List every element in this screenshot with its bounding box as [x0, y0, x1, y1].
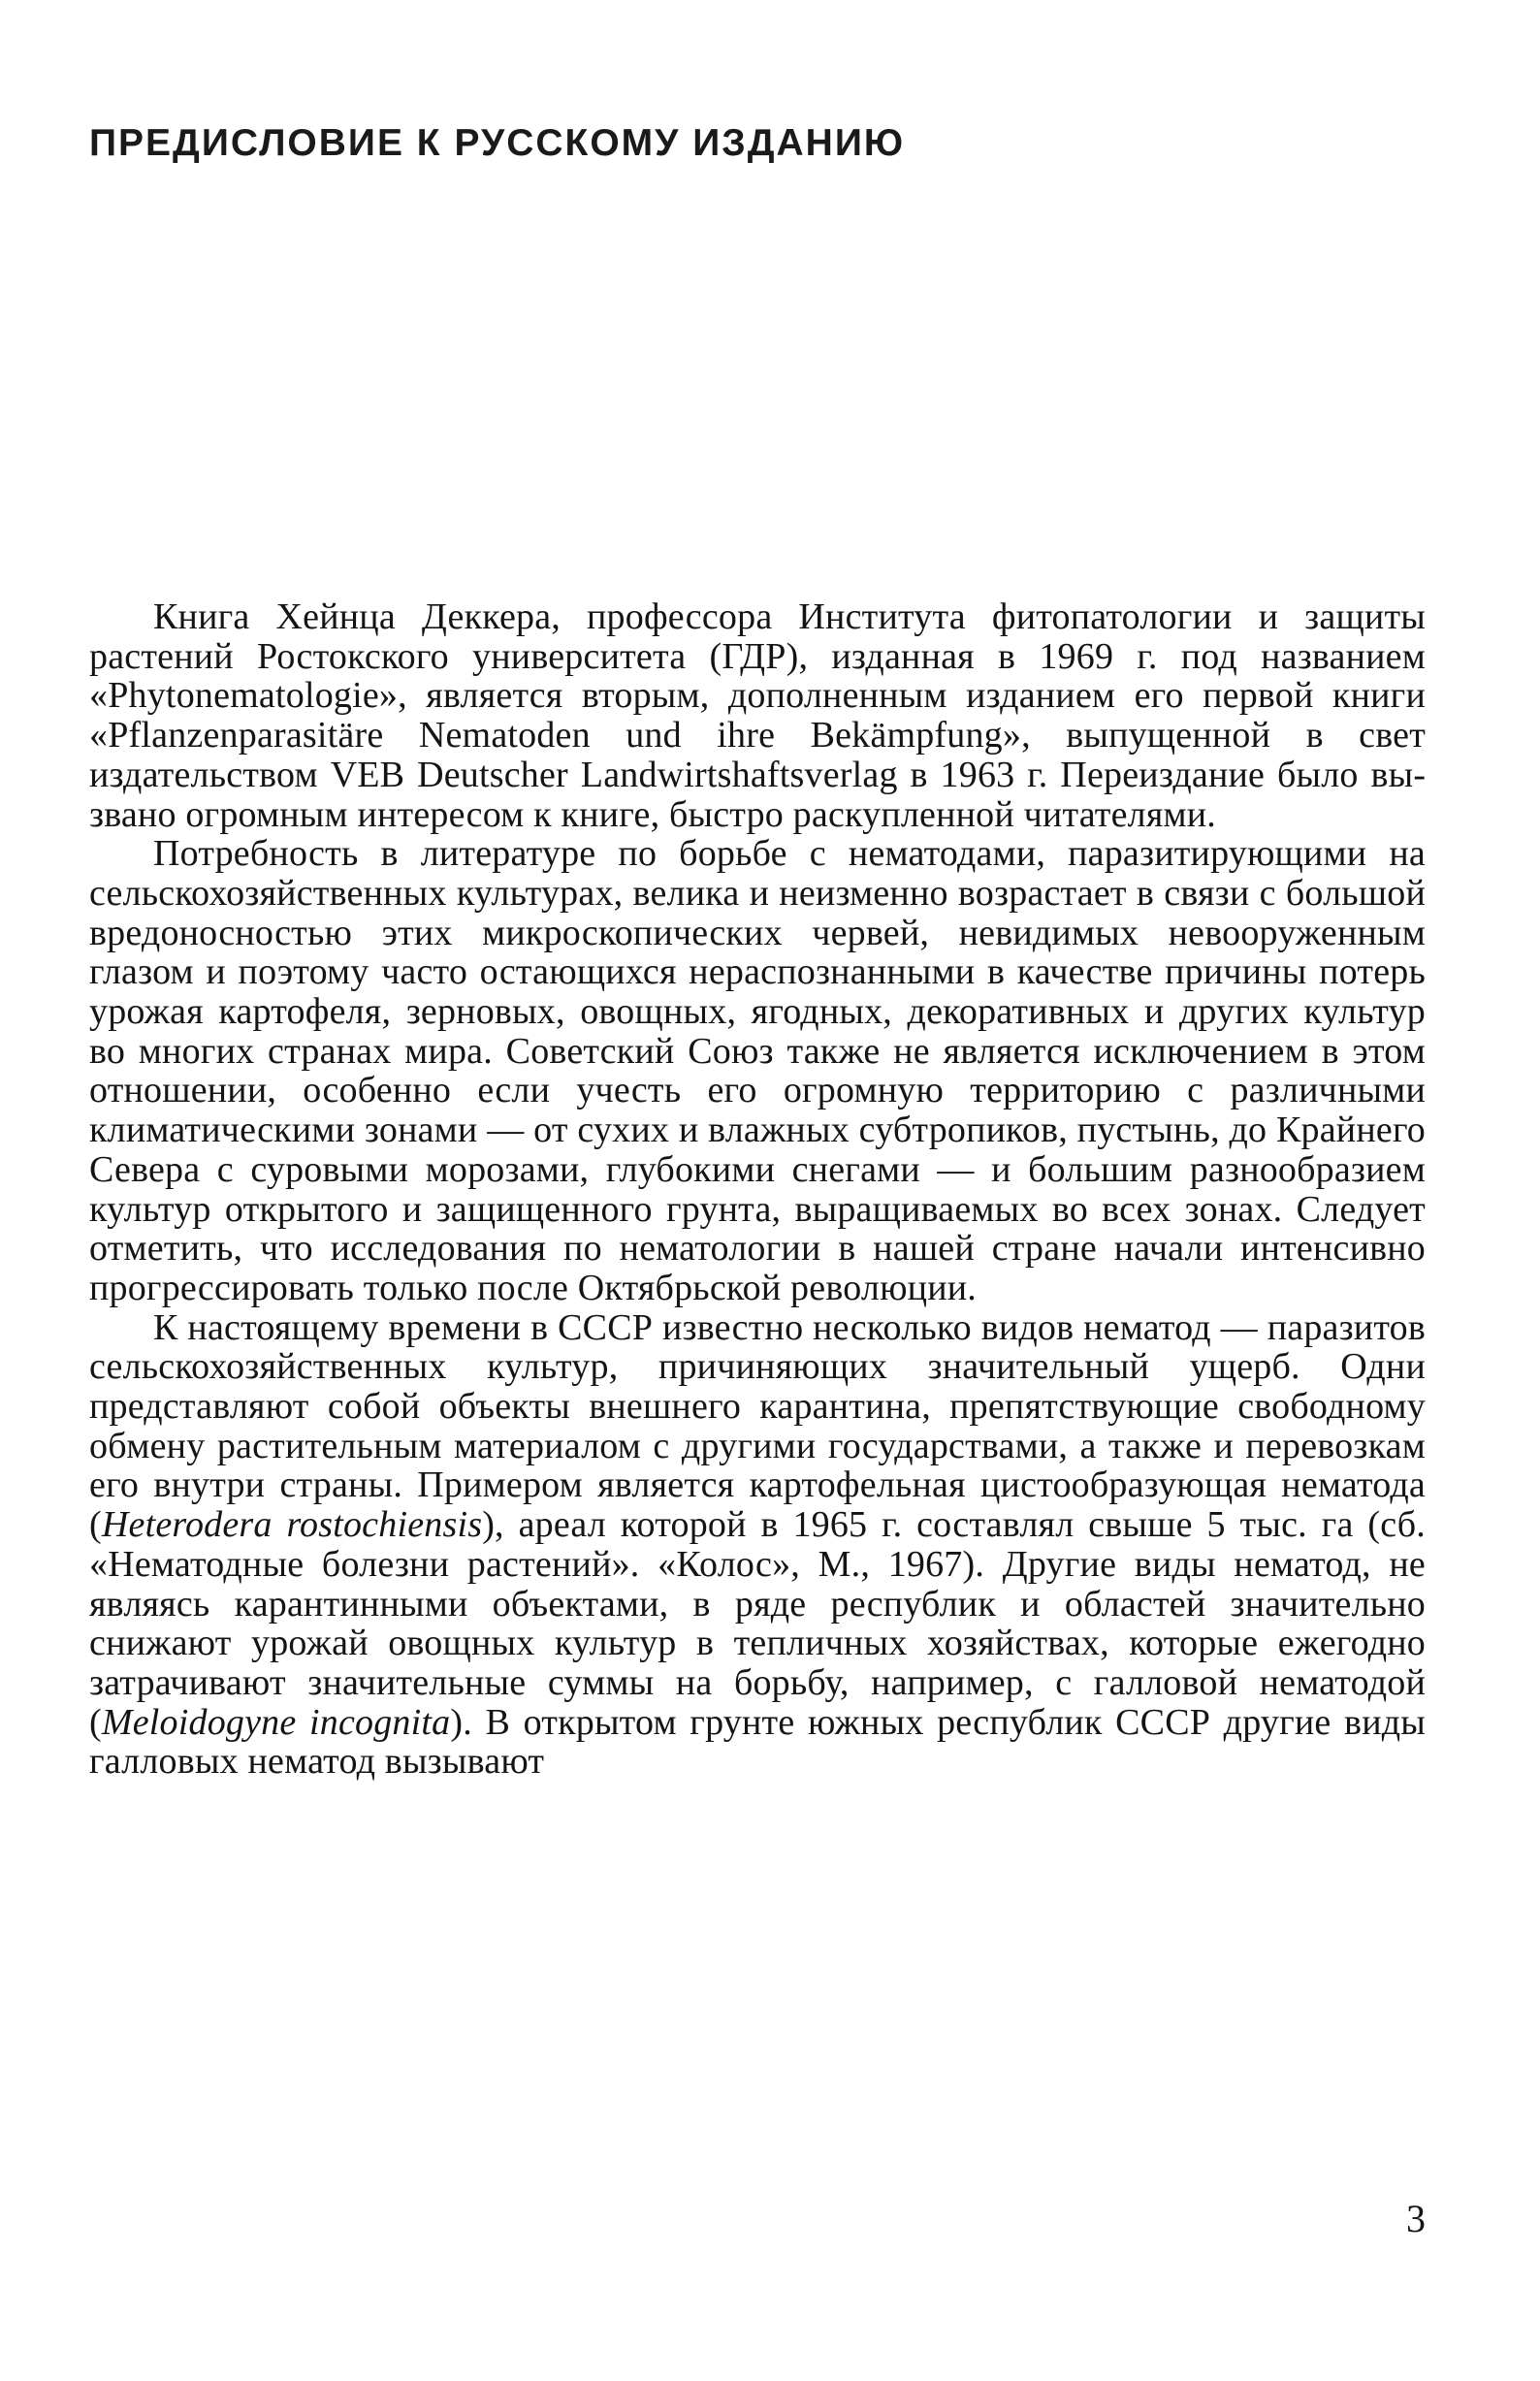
paragraph-text: Книга Хейнца Деккера, профессора Института фитопатологии и защиты растений Ростокского университета (ГДР), изданная в 1969 г. под названием «Phytonematologie», является вторым, дополненным изданием его первой книги «Pflanzenparasitäre Nematoden und ihre Bekämpfung», выпущенной в свет издательством VEB Deutscher Landwirtshaftsverlag в 1963 г. Переиздание было вызвано огромным интересом к книге, быстро раскупленной читателями. — [89, 596, 1426, 835]
paragraph-2 — [89, 834, 1426, 1307]
paragraph-text: ), ареал которой в 1965 г. составлял свыше 5 тыс. га (сб. «Нематодные болезни растений». «Колос», М., 1967). Другие виды нематод, не являясь карантинными объектами, в ряде республик и областей значительно снижают урожай овощных культур в тепличных хозяйствах, которые ежегодно затрачивают значительные суммы на борьбу, например, с галловой нематодой ( — [89, 1504, 1426, 1743]
species-name: Heterodera rostochiensis — [101, 1504, 483, 1546]
species-name: Meloidogyne incognita — [101, 1701, 451, 1743]
paragraph-1 — [89, 597, 1426, 834]
page-title: ПРЕДИСЛОВИЕ К РУССКОМУ ИЗДАНИЮ — [89, 122, 906, 164]
body-text — [89, 597, 1426, 1782]
paragraph-text: ). В открытом грунте южных республик СССР другие виды галловых нематод вызывают — [89, 1701, 1426, 1783]
paragraph-3 — [89, 1308, 1426, 1782]
paragraph-text: К настоящему времени в СССР известно несколько видов нематод — паразитов сельскохозяйственных культур, причиняющих значительный ущерб. Одни представляют собой объекты внешнего карантина, препятствующие свободному обмену растительным материалом с другими государствами, а также и перевозкам его внутри страны. Примером является картофельная цистообразующая нематода ( — [89, 1306, 1426, 1546]
paragraph-text: Потребность в литературе по борьбе с нематодами, паразитирующими на сельскохозяйственных культурах, велика и неизменно возрастает в связи с большой вредоносностью этих микроскопических червей, невидимых невооруженным глазом и поэтому часто остающихся нераспознанными в качестве причины потерь урожая картофеля, зерновых, овощных, ягодных, декоративных и других культур во многих странах мира. Советский Союз также не является исключением в этом отношении, особенно если учесть его огромную территорию с различными климатическими зонами — от сухих и влажных субтропиков, пустынь, до Крайнего Севера с суровыми морозами, глубокими снегами — и большим разнообразием культур открытого и защищенного грунта, выращиваемых во всех зонах. Следует отметить, что исследования по нематологии в нашей стране начали интенсивно прогрессировать только после Октябрьской революции. — [89, 833, 1426, 1308]
page-number: 3 — [1406, 2197, 1426, 2240]
